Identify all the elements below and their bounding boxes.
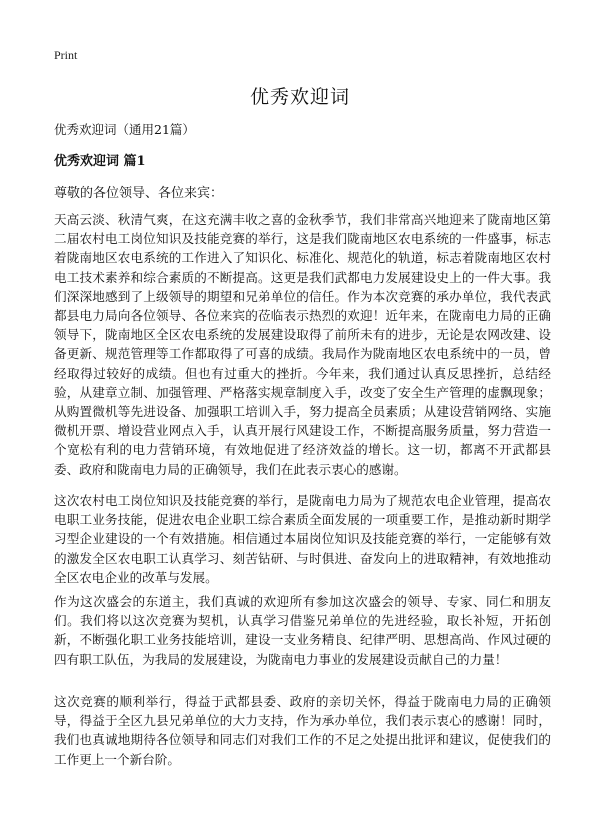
body-paragraph-4: 这次竞赛的顺利举行，得益于武都县委、政府的亲切关怀，得益于陇南电力局的正确领导，得益于全区九县兄弟单位的大力支持，作为承办单位，我们表示衷心的感谢！同时，我们也真诚地期待各位领导和同志们对我们工作的不足之处提出批评和建议，促使我们的工作更上一个新台阶。: [54, 694, 551, 767]
greeting-line: 尊敬的各位领导、各位来宾：: [54, 186, 224, 201]
body-paragraph-2: 这次农村电工岗位知识及技能竞赛的举行，是陇南电力局为了规范农电企业管理，提高农电职工业务技能，促进农电企业职工综合素质全面发展的一项重要工作，是推动新时期学习型企业建设的一个有效措施。相信通过本届岗位知识及技能竞赛的举行，一定能够有效的激发全区农电职工认真学习、刻苦钻研、与时俱进、奋发向上的进取精神，有效地推动全区农电企业的改革与发展。: [54, 493, 551, 585]
body-paragraph-1: 天高云淡、秋清气爽，在这充满丰收之喜的金秋季节，我们非常高兴地迎来了陇南地区第二届农村电工岗位知识及技能竞赛的举行，这是我们陇南地区农电系统的一件盛事，标志着陇南地区农电系统的工作进入了知识化、标准化、规范化的轨道，标志着陇南地区农村电工技术素养和综合素质的不断提高。这更是我们武都电力发展建设史上的一件大事。我们深深地感到了上级领导的期望和兄弟单位的信任。作为本次竞赛的承办单位，我代表武都县电力局向各位领导、各位来宾的莅临表示热烈的欢迎！近年来，在陇南电力局的正确领导下，陇南地区全区农电系统的发展建设取得了前所未有的进步，无论是农网改建、设备更新、规范管理等工作都取得了可喜的成绩。我局作为陇南地区农电系统中的一员，曾经取得过较好的成绩。但也有过重大的挫折。今年来，我们通过认真反思挫折，总结经验，从建章立制、加强管理、严格落实规章制度入手，改变了安全生产管理的虚飘现象；从购置微机等先进设备、加强职工培训入手，努力提高全员素质；从建设营销网络、实施微机开票、增设营业网点入手，认真开展行风建设工作，不断提高服务质量，努力营造一个宽松有利的电力营销环境，有效地促进了经济效益的增长。这一切，都离不开武都县委、政府和陇南电力局的正确领导，我们在此表示衷心的感谢。: [54, 212, 551, 477]
body-paragraph-3: 作为这次盛会的东道主，我们真诚的欢迎所有参加这次盛会的领导、专家、同仁和朋友们。我们将以这次竞赛为契机，认真学习借鉴兄弟单位的先进经验，取长补短，开拓创新，不断强化职工业务技能培训，建设一支业务精良、纪律严明、思想高尚、作风过硬的四有职工队伍，为我局的发展建设，为陇南电力事业的发展建设贡献自己的力量！: [54, 594, 551, 667]
document-subtitle: 优秀欢迎词（通用21篇）: [54, 122, 195, 137]
section-heading: 优秀欢迎词 篇1: [54, 154, 146, 169]
print-link[interactable]: Print: [54, 48, 78, 62]
page-title: 优秀欢迎词: [249, 86, 350, 108]
